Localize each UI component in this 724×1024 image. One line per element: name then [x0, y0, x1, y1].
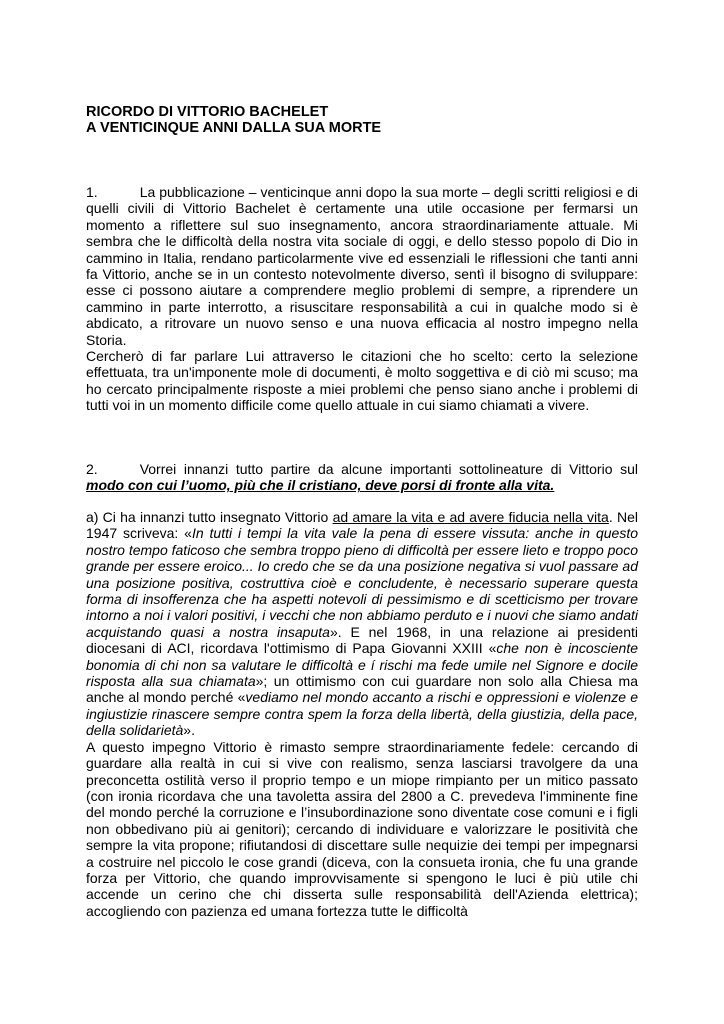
quote-mondo: vediamo nel mondo accanto a rischi e oppressioni e violenze e ingiustizie rinascere sempre contra spem la forza della libertà, della giustizia, della pace, della solidarietà	[86, 689, 639, 739]
section-3-nel1947: Nel 1947 scriveva: «	[86, 509, 639, 542]
section-2-intro-paragraph	[86, 461, 638, 477]
section-2-emphasis: modo con cui l’uomo, più che il cristiano, deve porsi di fronte alla vita.	[86, 477, 555, 494]
section-1-text: La pubblicazione – venticinque anni dopo la sua morte – degli scritti religiosi e di quelli civili di Vittorio Bachelet è certamente una utile occasione per fermarsi un momento a riflettere sul suo insegnamento, ancora straordinariamente attuale. Mi sembra che le difficoltà della nostra vita sociale di oggi, e dello stesso popolo di Dio in cammino in Italia, rendano particolarmente vive ed essenziali le riflessioni che tanti anni fa Vittorio, anche se in un contesto notevolmente diverso, sentì il bisogno di sviluppare: esse ci possono aiutare a comprendere meglio problemi di sempre, a riprendere un cammino in parte interrotto, a risuscitare responsabilità a cui in qualche modo si è abdicato, a ritrovare un nuovo senso e una nuova efficacia al nostro impegno nella Storia.	[86, 184, 638, 348]
section-1-number: 1.	[86, 184, 98, 200]
section-2-emphasis-paragraph	[86, 477, 638, 493]
title-line-2: A VENTICINQUE ANNI DALLA SUA MORTE	[86, 120, 382, 136]
section-3-after-mondo: ».	[183, 722, 195, 739]
section-1-paragraph-1	[86, 184, 638, 348]
section-3-after-1947: ». E nel 1968, in una relazione ai presidenti diocesani di ACI, ricordava l'ottimismo di Papa Giovanni XXIII «	[86, 623, 638, 657]
document-title	[86, 104, 381, 136]
quote-1947: In tutti i tempi la vita vale la pena di essere vissuta: anche in questo nostro tempo faticoso che sembra troppo pieno di difficoltà per essere lieto e troppo poco grande per essere eroico... Io credo che se da una posizione negativa si vuol passare ad una posizione positiva, costruttiva cioè e concludente, è necessario superare questa forma di insofferenza che ha aspetti notevoli di pessimismo e di scetticismo per trovare intorno a noi i valori positivi, i vecchi che non abbiamo perduto e i nuovi che siamo andati acquistando quasi a nostra insaputa	[86, 525, 638, 640]
section-3-a-start: a) Ci ha innanzi tutto insegnato Vittorio	[86, 509, 329, 525]
section-3-a-end: .	[608, 509, 613, 525]
section-1-paragraph-2: Cercherò di far parlare Lui attraverso le citazioni che ho scelto: certo la selezione effettuata, tra un'imponente mole di documenti, è molto soggettiva e di ciò mi scuso; ma ho cercato principalmente risposte a miei problemi che penso siano anche i problemi di tutti voi in un momento difficile come quello attuale in cui siamo chiamati a vivere.	[86, 348, 638, 414]
section-3-paragraph-1	[86, 509, 638, 739]
section-2-number: 2.	[86, 461, 98, 477]
quote-giovanni: che non è incosciente bonomia di chi non sa valutare le difficoltà e í rischi ma fede umile nel Signore e docile risposta alla sua chiamata	[86, 640, 638, 690]
section-3-a-underline: ad amare la vita e ad avere fiducia nella vita	[332, 509, 609, 525]
section-3-paragraph-2: A questo impegno Vittorio è rimasto sempre straordinariamente fedele: cercando di guardare alla realtà in cui si vive con realismo, senza lasciarsi travolgere da una preconcetta ostilità verso il proprio tempo e un miope rimpianto per un mitico passato (con ironia ricordava che una tavoletta assira del 2800 a C. prevedeva l'imminente fine del mondo perché la corruzione e l’insubordinazione sono diventate cose comuni e i figli non obbedivano più ai genitori); cercando di individuare e valorizzare le positività che sempre la vita propone; rifiutandosi di discettare sulle nequizie dei tempi per impegnarsi a costruire nel piccolo le cose grandi (diceva, con la consueta ironia, che fu una grande forza per Vittorio, che quando improvvisamente si spengono le luci è più utile chi accende un cerino che chi disserta sulle responsabilità dell'Azienda elettrica); accogliendo con pazienza ed umana fortezza tutte le difficoltà	[86, 738, 638, 919]
section-2	[86, 461, 638, 494]
section-3	[86, 509, 638, 919]
section-2-intro: Vorrei innanzi tutto partire da alcune importanti sottolineature di Vittorio sul	[139, 461, 638, 477]
section-3-after-giovanni: »; un ottimismo con cui guardare non solo alla Chiesa ma anche al mondo perché «	[86, 673, 638, 706]
section-1	[86, 184, 638, 414]
title-line-1: RICORDO DI VITTORIO BACHELET	[86, 104, 329, 120]
